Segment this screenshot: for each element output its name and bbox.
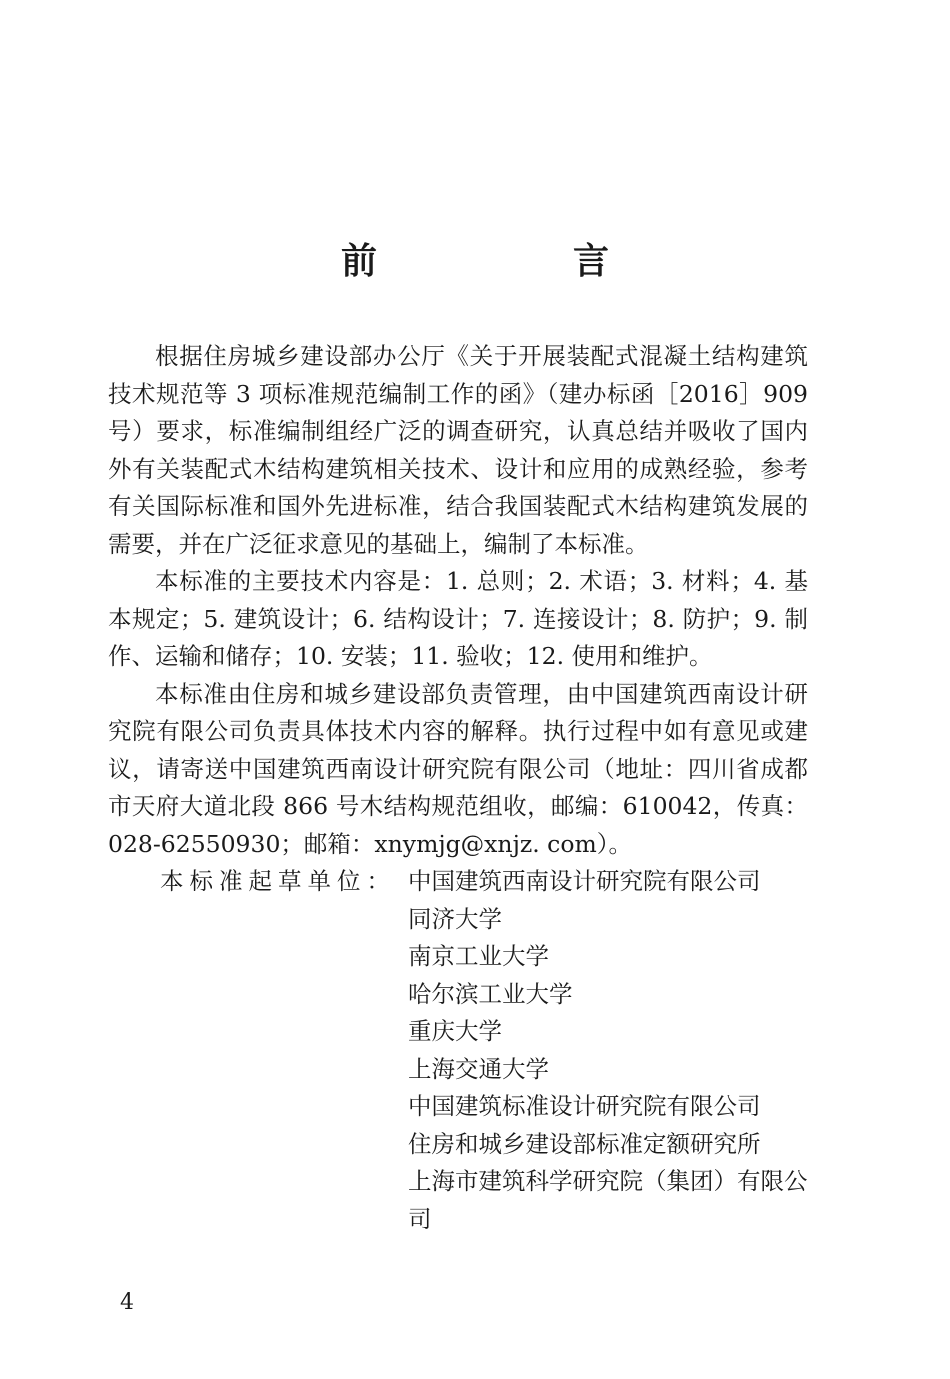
- document-body: [108, 338, 808, 1238]
- drafting-units-section: [108, 863, 808, 1238]
- paragraph-main-contents: 本标准的主要技术内容是：1. 总则；2. 术语；3. 材料；4. 基本规定；5. 建筑设计；6. 结构设计；7. 连接设计；8. 防护；9. 制作、运输和储存；10. 安装；11. 验收；12. 使用和维护。: [108, 567, 808, 670]
- drafting-unit-item: 中国建筑西南设计研究院有限公司: [408, 867, 761, 895]
- drafting-unit-item: 上海市建筑科学研究院（集团）有限公司: [408, 1167, 808, 1233]
- drafting-units-label: 本标准起草单位：: [160, 867, 396, 895]
- drafting-units-list: [408, 863, 808, 1238]
- drafting-unit-item: 南京工业大学: [408, 942, 549, 970]
- drafting-unit-item: 住房和城乡建设部标准定额研究所: [408, 1129, 761, 1158]
- paragraph-basis: 根据住房城乡建设部办公厅《关于开展装配式混凝土结构建筑技术规范等 3 项标准规范编制工作的函》（建办标函［2016］909 号）要求，标准编制组经广泛的调查研究，认真总结并吸收了国内外有关装配式木结构建筑相关技术、设计和应用的成熟经验，参考有关国际标准和国外先进标准，结合我国装配式木结构建筑发展的需要，并在广泛征求意见的基础上，编制了本标准。: [108, 342, 808, 558]
- drafting-unit-item: 上海交通大学: [408, 1054, 549, 1083]
- drafting-unit-item: 同济大学: [408, 904, 502, 933]
- paragraph-management: 本标准由住房和城乡建设部负责管理，由中国建筑西南设计研究院有限公司负责具体技术内容的解释。执行过程中如有意见或建议，请寄送中国建筑西南设计研究院有限公司（地址：四川省成都市天府大道北段 866 号木结构规范组收，邮编：610042，传真：028-62550930；邮箱：xnymjg@xnjz. com）。: [108, 679, 808, 858]
- drafting-unit-item: 重庆大学: [408, 1017, 502, 1045]
- page-title: 前 言: [340, 241, 689, 282]
- page-number: 4: [120, 1290, 134, 1315]
- drafting-unit-item: 中国建筑标准设计研究院有限公司: [408, 1092, 761, 1120]
- drafting-unit-item: 哈尔滨工业大学: [408, 979, 573, 1008]
